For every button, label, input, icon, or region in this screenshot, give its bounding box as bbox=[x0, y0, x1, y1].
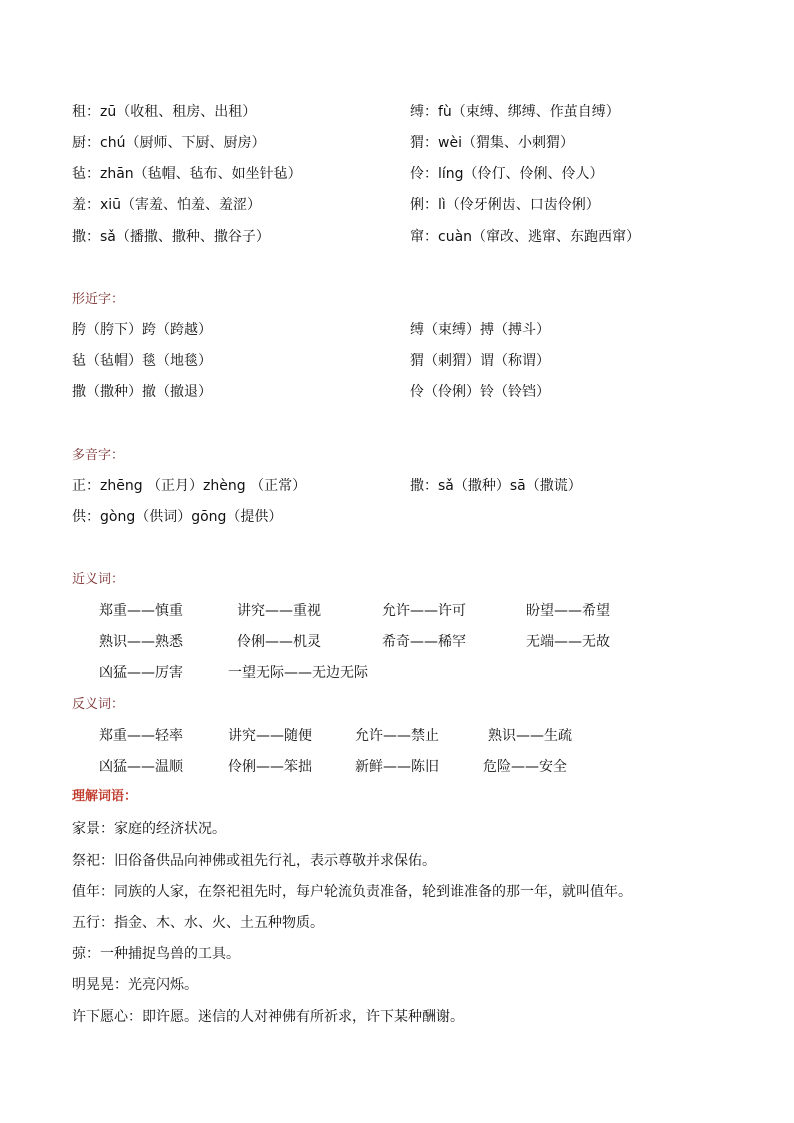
synonym-pair: 无端——无故 bbox=[526, 634, 610, 650]
similar-right-3: 伶（伶俐）铃（铃铛） bbox=[410, 384, 550, 400]
antonym-pair: 熟识——生疏 bbox=[488, 728, 572, 744]
similar-left-2: 毡（毡帽）毯（地毯） bbox=[72, 353, 212, 369]
similar-right-1: 缚（束缚）搏（搏斗） bbox=[410, 322, 550, 338]
synonym-pair: 伶俐——机灵 bbox=[237, 634, 321, 650]
similar-left-1: 胯（胯下）跨（跨越） bbox=[72, 322, 212, 338]
similar-chars-heading: 形近字： bbox=[72, 292, 125, 307]
synonym-pair: 熟识——熟悉 bbox=[99, 634, 183, 650]
pronunciation-left-4: 羞：xiū（害羞、怕羞、羞涩） bbox=[72, 197, 262, 213]
synonym-pair: 郑重——慎重 bbox=[99, 603, 183, 619]
pronunciation-right-5: 窜：cuàn（窜改、逃窜、东跑西窜） bbox=[410, 229, 641, 245]
synonym-pair: 希奇——稀罕 bbox=[382, 634, 466, 650]
antonym-pair: 讲究——随便 bbox=[228, 728, 312, 744]
similar-right-2: 猬（刺猬）谓（称谓） bbox=[410, 353, 550, 369]
polyphone-row1-right: 撒：sǎ（撒种）sā（撒谎） bbox=[410, 478, 582, 494]
synonym-pair: 凶猛——厉害 bbox=[99, 665, 183, 681]
vocab-item: 明晃晃：光亮闪烁。 bbox=[72, 977, 198, 993]
pronunciation-right-3: 伶：líng（伶仃、伶俐、伶人） bbox=[410, 166, 604, 182]
antonym-pair: 郑重——轻率 bbox=[99, 728, 183, 744]
polyphone-row1-left: 正：zhēng （正月）zhèng （正常） bbox=[72, 478, 307, 494]
vocab-item: 许下愿心：即许愿。迷信的人对神佛有所祈求，许下某种酬谢。 bbox=[72, 1009, 464, 1025]
antonym-pair: 危险——安全 bbox=[483, 759, 567, 775]
similar-left-3: 撒（撒种）撤（撤退） bbox=[72, 384, 212, 400]
polyphone-row2-left: 供：gòng（供词）gōng（提供） bbox=[72, 509, 283, 525]
pronunciation-right-1: 缚：fù（束缚、绑缚、作茧自缚） bbox=[410, 104, 620, 120]
vocab-item: 祭祀：旧俗备供品向神佛或祖先行礼，表示尊敬并求保佑。 bbox=[72, 853, 436, 869]
synonyms-heading: 近义词： bbox=[72, 572, 125, 587]
pronunciation-right-2: 猬：wèi（猬集、小刺猬） bbox=[410, 135, 574, 151]
synonym-pair: 讲究——重视 bbox=[237, 603, 321, 619]
pronunciation-left-1: 租：zū（收租、租房、出租） bbox=[72, 104, 257, 120]
synonym-pair: 允许——许可 bbox=[382, 603, 466, 619]
vocab-item: 弶：一种捕捉鸟兽的工具。 bbox=[72, 946, 240, 962]
synonym-pair: 一望无际——无边无际 bbox=[228, 665, 368, 681]
antonyms-heading: 反义词： bbox=[72, 697, 125, 712]
pronunciation-right-4: 俐：lì（伶牙俐齿、口齿伶俐） bbox=[410, 197, 600, 213]
polyphones-heading: 多音字： bbox=[72, 448, 125, 463]
vocab-item: 家景：家庭的经济状况。 bbox=[72, 821, 226, 837]
pronunciation-left-5: 撒：sǎ（播撒、撒种、撒谷子） bbox=[72, 229, 270, 245]
pronunciation-left-3: 毡：zhān（毡帽、毡布、如坐针毡） bbox=[72, 166, 302, 182]
antonym-pair: 伶俐——笨拙 bbox=[228, 759, 312, 775]
pronunciation-left-2: 厨：chú（厨师、下厨、厨房） bbox=[72, 135, 266, 151]
antonym-pair: 允许——禁止 bbox=[355, 728, 439, 744]
antonym-pair: 新鲜——陈旧 bbox=[355, 759, 439, 775]
vocab-item: 五行：指金、木、水、火、土五种物质。 bbox=[72, 915, 324, 931]
vocab-heading: 理解词语： bbox=[72, 789, 138, 804]
antonym-pair: 凶猛——温顺 bbox=[99, 759, 183, 775]
vocab-item: 值年：同族的人家，在祭祀祖先时，每户轮流负责准备，轮到谁准备的那一年，就叫值年。 bbox=[72, 884, 632, 900]
synonym-pair: 盼望——希望 bbox=[526, 603, 610, 619]
